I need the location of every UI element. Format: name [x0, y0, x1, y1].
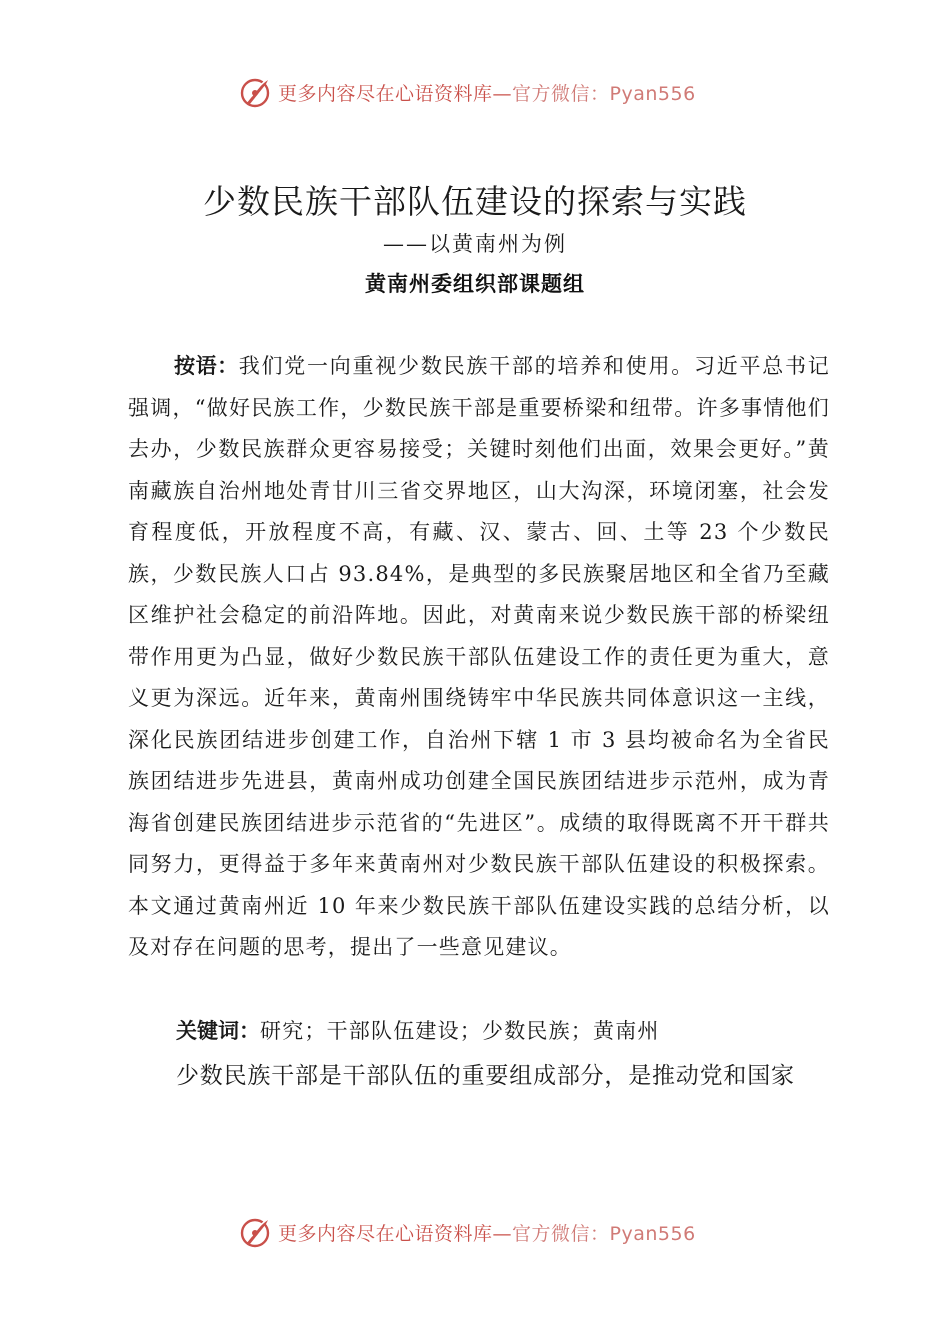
document-author: 黄南州委组织部课题组 [365, 272, 585, 296]
abstract-text: 我们党一向重视少数民族干部的培养和使用。习近平总书记强调，“做好民族工作，少数民族干部是重要桥梁和纽带。许多事情他们去办，少数民族群众更容易接受；关键时刻他们出面，效果会更好。”黄南藏族自治州地处青甘川三省交界地区，山大沟深，环境闭塞，社会发育程度低，开放程度不高，有藏、汉、蒙古、回、土等 23 个少数民族，少数民族人口占 93.84%，是典型的多民族聚居地区和全省乃至藏区维护社会稳定的前沿阵地。因此，对黄南来说少数民族干部的桥梁纽带作用更为凸显，做好少数民族干部队伍建设工作的责任更为重大，意义更为深远。近年来，黄南州围绕铸牢中华民族共同体意识这一主线，深化民族团结进步创建工作，自治州下辖 1 市 3 县均被命名为全省民族团结进步先进县，黄南州成功创建全国民族团结进步示范州，成为青海省创建民族团结进步示范省的“先进区”。成绩的取得既离不开干群共同努力，更得益于多年来黄南州对少数民族干部队伍建设的积极探索。本文通过黄南州近 10 年来少数民族干部队伍建设实践的总结分析，以及对存在问题的思考，提出了一些意见建议。 [128, 354, 831, 959]
footer-watermark [238, 1212, 758, 1252]
document-title: 少数民族干部队伍建设的探索与实践 [203, 182, 747, 221]
keywords-label: 关键词： [176, 1019, 260, 1043]
watermark-site: 更多内容尽在心语资料库 [278, 1222, 493, 1245]
keywords-text: 研究；干部队伍建设；少数民族；黄南州 [260, 1019, 660, 1043]
watermark-separator: — [492, 82, 513, 105]
header-watermark [238, 72, 758, 112]
abstract-label: 按语： [174, 354, 239, 378]
quill-pen-logo-icon [238, 1214, 274, 1250]
watermark-site: 更多内容尽在心语资料库 [278, 82, 493, 105]
watermark-separator: — [492, 1222, 513, 1245]
watermark-wechat-id: Pyan556 [609, 1222, 696, 1245]
watermark-wechat-id: Pyan556 [609, 82, 696, 105]
watermark-wechat-label: 官方微信： [512, 82, 610, 105]
watermark-text [278, 79, 696, 106]
quill-pen-logo-icon [238, 74, 274, 110]
abstract-paragraph [128, 346, 830, 969]
watermark-text [278, 1219, 696, 1246]
document-subtitle: ——以黄南州为例 [383, 232, 567, 256]
watermark-wechat-label: 官方微信： [512, 1222, 610, 1245]
body-first-line: 少数民族干部是干部队伍的重要组成部分，是推动党和国家 [176, 1063, 795, 1089]
keywords-line [176, 1012, 836, 1050]
